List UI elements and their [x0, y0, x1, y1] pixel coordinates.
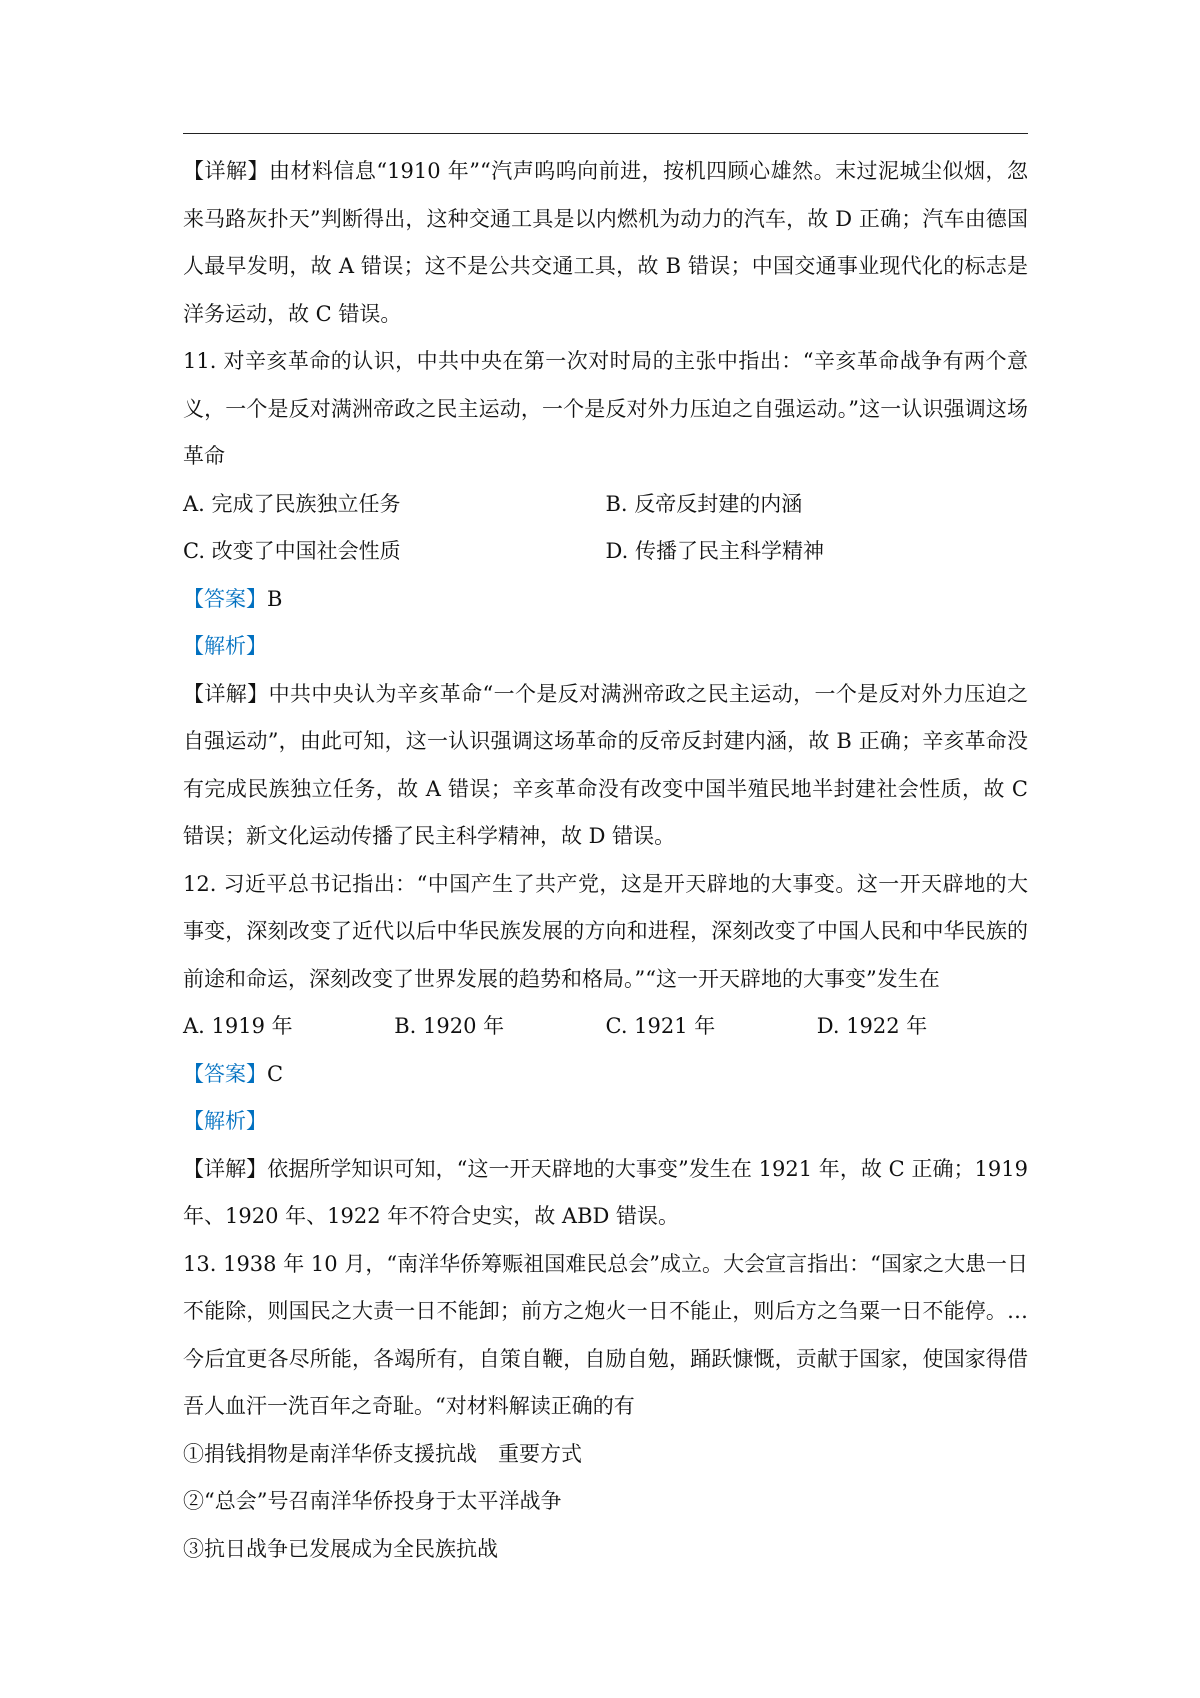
- q11-answer-value: B: [267, 586, 283, 611]
- q12-answer-tag: 【答案】: [183, 1061, 267, 1086]
- q13-item-2: ②“总会”号召南洋华侨投身于太平洋战争: [183, 1489, 562, 1513]
- q11-stem: 11. 对辛亥革命的认识，中共中央在第一次对时局的主张中指出：“辛亥革命战争有两个意义，一个是反对满洲帝政之民主运动，一个是反对外力压迫之自强运动。”这一认识强调这场革命: [183, 349, 1028, 468]
- q12-option-c: C. 1921 年: [605, 1014, 716, 1038]
- q10-detail: 【详解】由材料信息“1910 年”“汽声呜呜向前进，按机四顾心雄然。末过泥城尘似烟，忽来马路灰扑天”判断得出，这种交通工具是以内燃机为动力的汽车，故 D 正确；汽车由德国人最早发明，故 A 错误；这不是公共交通工具，故 B 错误；中国交通事业现代化的标志是洋务运动，故 C 错误。: [183, 159, 1028, 326]
- q11-detail: 【详解】中共中央认为辛亥革命“一个是反对满洲帝政之民主运动，一个是反对外力压迫之自强运动”，由此可知，这一认识强调这场革命的反帝反封建内涵，故 B 正确；辛亥革命没有完成民族独立任务，故 A 错误；辛亥革命没有改变中国半殖民地半封建社会性质，故 C 错误；新文化运动传播了民主科学精神，故 D 错误。: [183, 681, 1028, 848]
- q12-detail: 【详解】依据所学知识可知，“这一开天辟地的大事变”发生在 1921 年，故 C 正确；1919 年、1920 年、1922 年不符合史实，故 ABD 错误。: [183, 1156, 1028, 1228]
- q13-item-1: ①捐钱捐物是南洋华侨支援抗战 重要方式: [183, 1441, 582, 1466]
- q11-option-a: A. 完成了民族独立任务: [183, 491, 401, 516]
- q11-answer: [183, 576, 1028, 624]
- q12-options: [183, 1003, 1028, 1051]
- q11-option-b: B. 反帝反封建的内涵: [605, 491, 803, 516]
- q12-option-b: B. 1920 年: [394, 1014, 505, 1038]
- q11-answer-tag: 【答案】: [183, 586, 267, 611]
- q13-stem: 13. 1938 年 10 月，“南洋华侨筹赈祖国难民总会”成立。大会宣言指出：“国家之大患一日不能除，则国民之大责一日不能卸；前方之炮火一日不能止，则后方之刍粟一日不能停。…今后宜更各尽所能，各竭所有，自策自鞭，自励自勉，踊跃慷慨，贡献于国家，使国家得借吾人血汗一洗百年之奇耻。“对材料解读正确的有: [183, 1251, 1028, 1418]
- q12-option-a: A. 1919 年: [183, 1014, 293, 1038]
- q11-option-c: C. 改变了中国社会性质: [183, 539, 401, 563]
- q11-options-row-1: [183, 481, 1028, 529]
- content-area: [183, 148, 1028, 1573]
- q12-stem: 12. 习近平总书记指出：“中国产生了共产党，这是开天辟地的大事变。这一开天辟地的大事变，深刻改变了近代以后中华民族发展的方向和进程，深刻改变了中国人民和中华民族的前途和命运，深刻改变了世界发展的趋势和格局。”“这一开天辟地的大事变”发生在: [183, 871, 1028, 991]
- header-rule: [183, 133, 1028, 134]
- q11-analysis-tag: 【解析】: [183, 634, 267, 658]
- q12-analysis-tag: 【解析】: [183, 1109, 267, 1133]
- q12-option-d: D. 1922 年: [816, 1014, 928, 1038]
- q13-item-3: ③抗日战争已发展成为全民族抗战: [183, 1536, 498, 1561]
- q12-answer-value: C: [267, 1061, 284, 1086]
- q11-options-row-2: [183, 528, 1028, 576]
- q12-answer: [183, 1051, 1028, 1099]
- q11-option-d: D. 传播了民主科学精神: [605, 539, 824, 563]
